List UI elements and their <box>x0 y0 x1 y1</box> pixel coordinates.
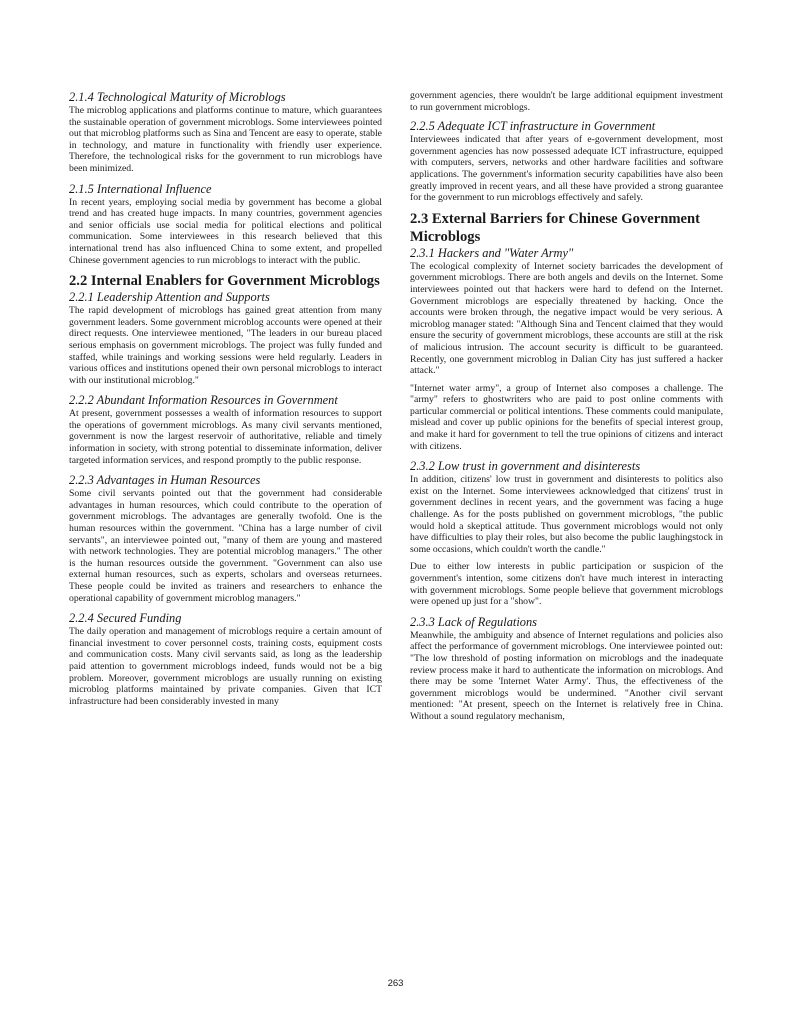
paragraph-2-3-2-b: Due to either low interests in public participation or suspicion of the government's intention, some citizens don't have much interest in interacting with government microblogs. Some people believe that government microblogs were opened up just for a "show". <box>410 561 723 608</box>
section-heading-2-3: 2.3 External Barriers for Chinese Government Microblogs <box>410 210 700 245</box>
paragraph-2-1-5: In recent years, employing social media by government has become a global trend and has created huge impacts. In many countries, government agencies and senior officials use social media for political elections and political communication. Some interviewees in this research believed that this international trend has also influenced China to some extent, and propelled Chinese government agencies to run microblogs to interact with the public. <box>69 196 382 266</box>
left-column <box>69 90 382 707</box>
page-number: 263 <box>387 978 404 989</box>
paragraph-2-2-3: Some civil servants pointed out that the government had considerable advantages in human resources, which could contribute to the operation of government microblogs. The advantages are generally twofold. One is the human resources within the government. "China has a large number of civil servants", an interviewee pointed out, "many of them are young and mastered with network technologies. They are potential microblog managers." The other is the human resources outside the government. "Government can also use external human resources, such as experts, scholars and overseas returnees. These people could be invited as trainers and researchers to enhance the operational capability of government microblog managers." <box>69 488 382 604</box>
paragraph-2-1-4: The microblog applications and platforms continue to mature, which guarantees the sustainable operation of government microblogs. Some interviewees pointed out that microblog platforms such as Sina and Tencent are easy to operate, stable in technology, and mature in functionality with friendly user experience. Therefore, the technological risks for the government to run microblogs have been minimized. <box>69 105 382 174</box>
paragraph-2-2-4: The daily operation and management of microblogs require a certain amount of financial investment to cover personnel costs, training costs, equipment costs and communication costs. Many civil servants said, as long as the leadership paid attention to government microblogs indeed, funds would not be a big problem. Moreover, government microblogs are usually running on existing microblog platforms maintained by private companies. Given that ICT infrastructure had been considerably invested in many <box>69 626 382 707</box>
paragraph-2-2-1: The rapid development of microblogs has gained great attention from many government leaders. Some government microblog accounts were opened at their direct requests. One interviewee mentioned, "The leaders in our bureau placed serious emphasis on government microblogs. The project was fully funded and staffed, while trainings and working sessions were held regularly. Leaders in various offices and institutions opened their own personal microblogs to interact with our institutional microblog." <box>69 305 382 386</box>
paragraph-2-3-2: In addition, citizens' low trust in government and disinterests to politics also exist on the Internet. Some interviewees acknowledged that citizens' trust in government declines in recent years, and the government was facing a huge challenge. As for the posts published on government microblogs, "the public would hold a skeptical attitude. Thus government microblogs would not only have difficulties to play their roles, but also become the public laughingstock in some occasions, which couldn't worth the candle." <box>410 474 723 555</box>
section-heading-2-2: 2.2 Internal Enablers for Government Microblogs <box>69 273 380 290</box>
section-heading-2-2-4: 2.2.4 Secured Funding <box>69 611 182 626</box>
section-heading-2-2-2: 2.2.2 Abundant Information Resources in Government <box>69 393 338 408</box>
section-heading-2-1-5: 2.1.5 International Influence <box>69 181 212 196</box>
section-heading-2-3-3: 2.3.3 Lack of Regulations <box>410 614 537 629</box>
section-heading-2-1-4: 2.1.4 Technological Maturity of Microblogs <box>69 90 286 104</box>
paragraph-2-3-1-b: "Internet water army", a group of Internet also composes a challenge. The "army" refers to ghostwriters who are paid to post online comments with particular commercial or political intentions. These comments could manipulate, mislead and cover up public opinions for the benefits of special interest group, and make it hard for government to tell the true opinions of citizens and interact with citizens. <box>410 382 723 452</box>
paragraph-2-2-5: Interviewees indicated that after years of e-government development, most government agencies has now possessed adequate ICT infrastructure, equipped with computers, servers, networks and other hardware facilities and software applications. The government's information security capabilities have also been greatly improved in recent years, and all these have provided a strong guarantee for the government to run microblogs effectively and safely. <box>410 134 723 204</box>
section-heading-2-2-5: 2.2.5 Adequate ICT infrastructure in Government <box>410 119 656 134</box>
section-heading-2-3-1: 2.3.1 Hackers and "Water Army" <box>410 245 574 260</box>
section-heading-2-3-2: 2.3.2 Low trust in government and disinterests <box>410 459 641 474</box>
paragraph-continuation: government agencies, there wouldn't be large additional equipment investment to run government microblogs. <box>410 90 723 113</box>
right-column <box>410 90 723 723</box>
section-heading-2-2-1: 2.2.1 Leadership Attention and Supports <box>69 290 270 305</box>
paragraph-2-2-2: At present, government possesses a wealth of information resources to support the operations of government microblogs. As many civil servants mentioned, government is now the largest reservoir of authoritative, reliable and timely information in society, with strong potential to disseminate information, deliver targeted information services, and respond promptly to the public response. <box>69 408 382 466</box>
section-heading-2-2-3: 2.2.3 Advantages in Human Resources <box>69 473 261 488</box>
paragraph-2-3-3: Meanwhile, the ambiguity and absence of Internet regulations and policies also affect the performance of government microblogs. One interviewee pointed out: "The low threshold of posting information on microblogs and the inadequate review process make it hard to authenticate the information on microblogs. And there may be some 'Internet Water Army'. Thus, the effectiveness of the government microblogs would be undermined. "Another civil servant mentioned: "At present, speech on the Internet is relatively free in China. Without a sound regulatory mechanism, <box>410 629 723 722</box>
paragraph-2-3-1: The ecological complexity of Internet society barricades the development of government microblogs. There are both angels and devils on the Internet. Some interviewees pointed out that hackers were hard to defend on the Internet. Government microblogs are especially threatened by hacking. Once the accounts were broken through, the negative impact would be very serious. A microblog manager stated: "Although Sina and Tencent claimed that they would ensure the security of government microblogs, these accounts are still at the risk of malicious intrusion. The account security is difficult to be guaranteed. Recently, one government microblog in Dalian City has just suffered a hacker attack." <box>410 260 723 377</box>
